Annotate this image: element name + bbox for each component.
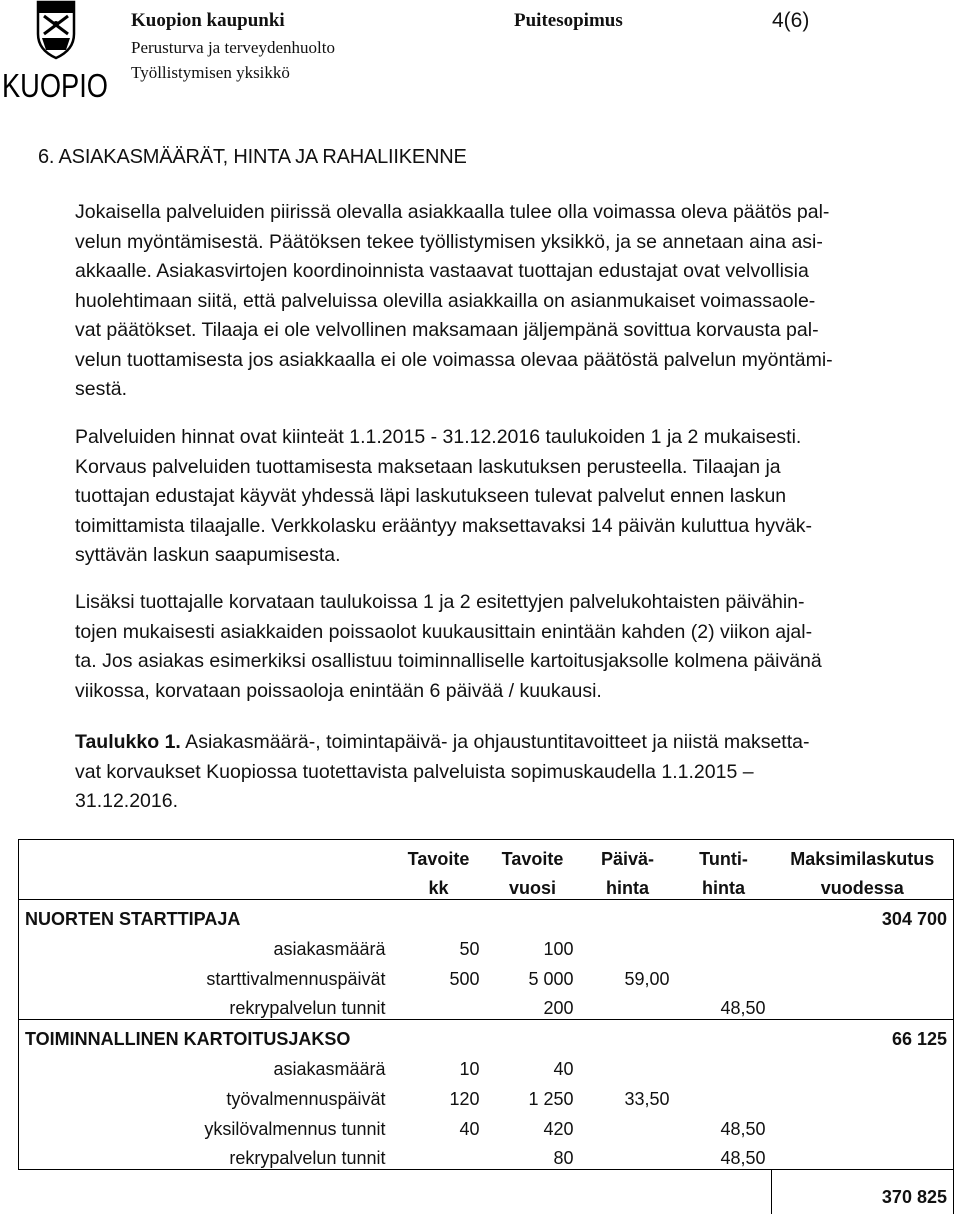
logo-wordmark: KUOPIO [2, 67, 108, 104]
text-line: vat päätökset. Tilaaja ei ole velvollinen maksamaan jäljempänä sovittua korvausta pal- [75, 319, 819, 341]
document-type: Puitesopimus [514, 10, 623, 31]
text-line: velun tuottamisesta jos asiakkaalla ei ole voimassa olevaa päätöstä palvelun myöntämi- [75, 348, 833, 371]
row-label: asiakasmäärä [19, 1050, 392, 1080]
row-label: starttivalmennuspäivät [19, 960, 392, 990]
group-max: 304 700 [772, 900, 954, 930]
cell-tunti: 48,50 [720, 1118, 766, 1139]
cell-tunti: 48,50 [676, 1140, 772, 1170]
group-max: 66 125 [772, 1020, 954, 1050]
text-line: viikossa, korvataan poissaoloja enintään 6 päivää / kuukausi. [75, 679, 602, 702]
cell-paiva [580, 1140, 676, 1170]
cell-paiva: 59,00 [624, 968, 670, 989]
cell-vuosi: 420 [543, 1118, 574, 1139]
city-coat-of-arms-icon [0, 0, 112, 106]
grand-total: 370 825 [772, 1170, 954, 1214]
header-cell: Maksimilaskutus [772, 840, 954, 870]
header-cell: Tavoite [486, 840, 580, 870]
text-line: syttävän laskun saapumisesta. [75, 544, 341, 566]
department-name: Perusturva ja terveydenhuolto [131, 38, 335, 57]
header-cell: Tavoite [392, 840, 486, 870]
text-line: vat korvaukset Kuopiossa tuotettavista palveluista sopimuskaudella 1.1.2015 – [75, 760, 754, 783]
text-line: tojen mukaisesti asiakkaiden poissaolot kuukausittain enintään kahden (2) viikon ajal- [75, 620, 813, 643]
table-row [19, 1110, 954, 1140]
cell-kk: 40 [459, 1118, 480, 1139]
cell-vuosi: 1 250 [528, 1088, 574, 1109]
table-row [19, 960, 954, 990]
organization-name: Kuopion kaupunki [131, 10, 285, 31]
cell-vuosi: 80 [486, 1140, 580, 1170]
cell-tunti [676, 930, 772, 960]
text-line: sestä. [75, 378, 128, 400]
text-line: Korvaus palveluiden tuottamisesta maksetaan laskutuksen perusteella. Tilaajan ja [75, 455, 781, 478]
header-cell: kk [392, 870, 486, 900]
text-line: tuottajan edustajat käyvät yhdessä läpi laskutukseen tulevat palvelut ennen laskun [75, 485, 787, 507]
text-line: Jokaisella palveluiden piirissä olevalla asiakkaalla tulee olla voimassa oleva päätös pal- [75, 201, 830, 223]
cell-kk: 10 [459, 1058, 480, 1079]
cell-tunti [676, 1050, 772, 1080]
table-row [19, 1080, 954, 1110]
price-table [18, 839, 954, 1214]
table-row [19, 1140, 954, 1170]
cell-paiva [580, 990, 676, 1020]
table-header-row-2 [19, 870, 954, 900]
text-line [75, 728, 955, 758]
text-line: ta. Jos asiakas esimerkiksi osallistuu toiminnalliselle kartoitusjaksolle kolmena päivänä [75, 650, 822, 672]
paragraph-prices [75, 423, 955, 571]
row-label: rekrypalvelun tunnit [19, 1140, 392, 1170]
cell-paiva [580, 930, 676, 960]
table-header-row-1 [19, 840, 954, 870]
cell-vuosi: 200 [486, 990, 580, 1020]
header-cell: hinta [580, 870, 676, 900]
row-label: asiakasmäärä [19, 930, 392, 960]
header-cell: hinta [676, 870, 772, 900]
caption-label: Taulukko 1. [75, 731, 181, 753]
table-caption [75, 728, 955, 817]
header-cell: vuodessa [772, 870, 954, 900]
kuopio-logo [0, 0, 112, 106]
row-label: työvalmennuspäivät [19, 1080, 392, 1110]
table-row-group [19, 900, 954, 930]
header-cell: vuosi [486, 870, 580, 900]
group-name: NUORTEN STARTTIPAJA [19, 900, 392, 930]
table-row [19, 990, 954, 1020]
cell-kk: 50 [459, 938, 480, 959]
text-line: 31.12.2016. [75, 790, 179, 812]
table-row [19, 1050, 954, 1080]
text-line: toimittamista tilaajalle. Verkkolasku erääntyy maksettavaksi 14 päivän kuluttua hyväk- [75, 514, 813, 537]
text-line: velun myöntämisestä. Päätöksen tekee työllistymisen yksikkö, ja se annetaan aina asi- [75, 230, 823, 253]
row-label: yksilövalmennus tunnit [19, 1110, 392, 1140]
table-row-group [19, 1020, 954, 1050]
cell-tunti [676, 960, 772, 990]
cell-kk: 120 [449, 1088, 480, 1109]
text-line: Palveluiden hinnat ovat kiinteät 1.1.2015 - 31.12.2016 taulukoiden 1 ja 2 mukaisesti. [75, 426, 802, 448]
cell-tunti: 48,50 [676, 990, 772, 1020]
cell-kk: 500 [449, 968, 480, 989]
cell-tunti [676, 1080, 772, 1110]
text-line: huolehtimaan siitä, että palveluissa olevilla asiakkailla on asianmukaiset voimassaole- [75, 289, 816, 312]
header-cell: Tunti- [676, 840, 772, 870]
group-name: TOIMINNALLINEN KARTOITUSJAKSO [19, 1020, 392, 1050]
cell-vuosi: 100 [543, 938, 574, 959]
header-cell: Päivä- [580, 840, 676, 870]
cell-paiva: 33,50 [624, 1088, 670, 1109]
text-line: akkaalle. Asiakasvirtojen koordinoinnista vastaavat tuottajan edustajat ovat velvollisia [75, 260, 809, 282]
text-line: Lisäksi tuottajalle korvataan taulukoissa 1 ja 2 esitettyjen palvelukohtaisten päivähin- [75, 591, 805, 613]
cell-vuosi: 5 000 [528, 968, 574, 989]
paragraph-absences [75, 588, 955, 706]
table-total-row [19, 1170, 954, 1214]
cell-paiva [580, 1110, 676, 1140]
section-heading: 6. ASIAKASMÄÄRÄT, HINTA JA RAHALIIKENNE [38, 146, 467, 168]
unit-name: Työllistymisen yksikkö [131, 63, 290, 82]
cell-kk [392, 1140, 486, 1170]
table-row [19, 930, 954, 960]
caption-text: Asiakasmäärä-, toimintapäivä- ja ohjaustuntitavoitteet ja niistä maksetta- [180, 731, 810, 753]
cell-paiva [580, 1050, 676, 1080]
cell-vuosi: 40 [553, 1058, 574, 1079]
row-label: rekrypalvelun tunnit [19, 990, 392, 1020]
paragraph-decisions [75, 198, 955, 405]
page-number: 4(6) [772, 9, 810, 32]
cell-kk [392, 990, 486, 1020]
